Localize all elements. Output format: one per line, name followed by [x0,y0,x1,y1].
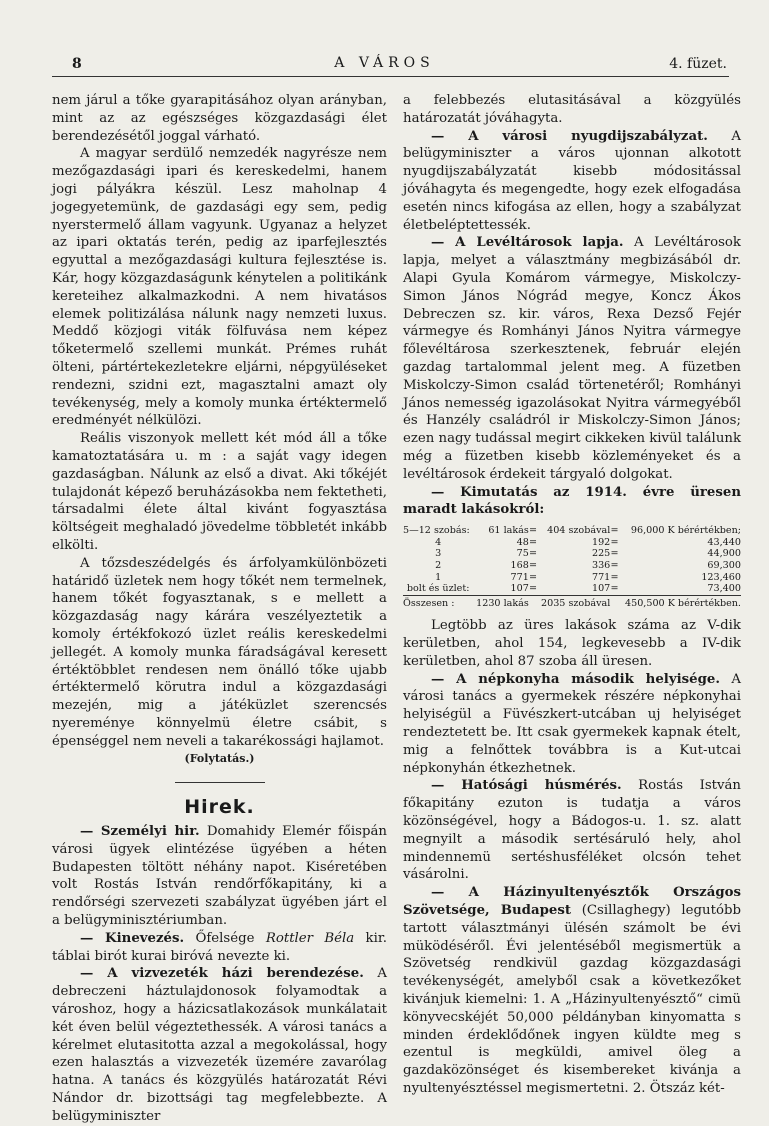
table-row [403,537,741,549]
equals-sign: = [610,536,619,548]
rent-value: 43,440 [707,536,741,548]
news-item [52,930,387,966]
news-section-title: Hirek. [184,796,255,819]
header-rule [52,76,729,77]
equals-sign: = [529,536,538,548]
news-item-headline: — A Levéltárosok lapja. [431,235,624,251]
issue-number: 4. füzet. [669,56,727,72]
rent-value: 450,500 K bérértékben. [619,595,741,609]
table-total-row [403,595,741,609]
rent-value: 69,300 [707,559,741,571]
article-paragraph: A tőzsdeszédelgés és árfolyamkülönbözeti határidő üzletek nem hogy tőkét nem termelnek, hanem tőkét fogyasztanak, s e mellett a közgazdaság nagy kárára veszélyeztetik a komoly értékfokozó üzlet reális kereskedelmi jellegét. A komoly munka fáradságával keresett értéktöbblet rendesen nem önálló tőke ujabb értéktermelő körutra indul a közgazdasági mezején, mig a játéküzlet szerencsés nyereménye könnyelmü életre csábit, s épenséggel nem neveli a takarékossági hajlamot. [52,555,387,749]
left-column [52,92,387,1126]
rent-value: 44,900 [707,548,741,560]
news-item-headline: — A városi nyugdijszabályzat. [431,128,708,144]
news-item-headline: — A vizvezeték házi berendezése. [80,966,364,982]
flats-count: 1230 lakás [473,595,529,609]
news-item-headline: — Kimutatás az 1914. évre üresen maradt lakásokról: [403,484,741,518]
equals-sign: = [610,559,619,571]
article-paragraph: nem járul a tőke gyarapitásához olyan arányban, mint az az egészséges közgazdasági élet berendezésétől joggal várható. [52,93,387,144]
row-label: 2 [435,559,442,571]
news-item-text: A Levéltárosok lapja, melyet a választmány megbizásából dr. Alapi Gyula Komárom vármegye, Miskolczy-Simon János Nógrád megye, Koncz Ákos Debreczen sz. kir. város, Rexa Dezső Fejér vármegye és Romhányi János Nyitra vármegye főlevéltárosa szerkesztenek, február elején gazdag tartalommal jelent meg. A füzetben Miskolczy-Simon család törtenetéről; Romhányi János nemesség igazolásokat Nyitra vármegyéből és Hanzély családról ir Miskolczy-Simon János; ezen nagy tudással megirt cikkeken kivül találunk még a füzetben kisebb közleményeket és a levéltárosok érdekeit tárgyaló dolgokat. [403,235,741,482]
equals-sign: = [610,548,619,560]
table-row [403,525,741,537]
news-item [403,884,741,1098]
rooms-count: 2035 szobával [537,595,610,609]
news-item-continuation: a felebbezés elutasitásával a közgyülés határozatát jóváhagyta. [403,93,741,126]
news-item-text: Őfelsége [184,930,266,946]
news-item [403,777,741,884]
page-number: 8 [72,56,82,72]
news-item-text: Domahidy Elemér főispán városi ügyek elintézése ügyében a héten Budapesten töltött néhány napot. Kiséretében volt Rostás István rendőrfőkapitány, ki a rendőrségi szervezeti szabályzat ügyében járt el a belügyminisztériumban. [52,824,387,929]
news-item [52,823,387,930]
row-label: Összesen : [403,595,473,609]
flats-count: 771 [510,571,529,583]
spacer [529,595,537,609]
row-label: 1 [435,571,442,583]
rooms-count: 404 szobával [547,525,611,537]
news-item-text: A debreczeni háztulajdonosok folyamodtak a városhoz, hogy a házicsatlakozások munkálatait két éven belül végeztethessék. A városi tanács a kérelmet elutasitotta azzal a megokolással, hogy ezen halasztás a vizvezeték üzemére zavarólag hatna. A tanács és közgyülés határozatát Révi Nándor dr. bizottsági tag megfelebbezte. A belügyminiszter [52,966,387,1124]
table-row [403,560,741,572]
news-item [403,128,741,235]
vacant-flats-table [403,525,741,609]
news-item-headline: — A Házinyultenyésztők Országos Szövetsége, Budapest [403,885,741,919]
equals-sign: = [529,559,538,571]
equals-sign: = [610,525,619,537]
rooms-count: 771 [591,571,611,583]
flats-count: 48 [516,536,529,548]
article-paragraph: A magyar serdülő nemzedék nagyrésze nem mezőgazdasági ipari és kereskedelmi, hanem jogi pályákra készül. Lesz maholnap 4 jogegyetemünk, de gazdasági egy sem, pedig nyerstermelő állam vagyunk. Ugyanaz a helyzet az ipari oktatás terén, pedig az iparfejlesztés egyuttal a mezőgazdasági kultura fejlesztése is. Kár, hogy közgazdaságunk kénytelen a politikánk kereteihez alkalmazkodni. A nem hivatásos elemek politizálása nálunk nagy nemzeti luxus. Meddő közjogi viták fölfuvása nem képez tőketermelő szellemi munkát. Prémes ruhát ölteni, pártértekezletekre eljárni, népgyüléseket rendezni, szidni ezt, magasztalni amazt oly tevékenység, mely a komoly munka értéktermelő eredményét nélkülözi. [52,146,387,429]
rooms-count: 225 [591,548,611,560]
publication-title: A VÁROS [334,55,435,71]
news-item-text: Legtöbb az üres lakások száma az V-dik kerületben, ahol 154, legkevesebb a IV-dik kerületben, ahol 87 szoba áll üresen. [403,618,741,669]
spacer [610,595,618,609]
news-item-text: A belügyminiszter a város ujonnan alkotott nyugdijszabályzatát kisebb módositással jóváhagyta és megengedte, hogy ezek elfogadása esetén nincs kifogása az ellen, hogy a szabályzat életbeléptettessék. [403,128,741,233]
news-item [403,234,741,483]
news-item-headline: — Kinevezés. [80,930,185,946]
person-name: Rottler Béla [265,930,355,946]
news-item-headline: — A népkonyha második helyisége. [431,671,720,687]
news-item-text: (Csillaghegy) legutóbb tartott választmányi ülésén számolt be évi müködéséről. Évi jelentéséből megismertük a Szövetség rendkivül gazdag közgazdasági tevékenységét, amelyből csak a következőket kivánjuk kiemelni: 1. A „Házinyultenyésztő“ cimü könyvecskéjét 50,000 példányban kinyomatta s minden érdeklődőnek ingyen küldte meg s ezentul is megküldi, amivel öleg a gazdaközönséget és kisembereket kivánja a nyultenyésztéssel megismertetni. 2. Ötszáz két- [403,903,741,1096]
equals-sign: = [610,571,619,583]
table-row [403,572,741,584]
table-row [403,583,741,595]
continued-note: (Folytatás.) [184,752,255,766]
right-column [403,92,741,1098]
news-item-headline: — Hatósági húsmérés. [431,778,622,794]
flats-count: 61 lakás [488,525,529,537]
rent-value: 73,400 [707,583,741,595]
flats-count: 168 [510,559,529,571]
section-divider [175,782,265,783]
rooms-count: 107 [591,583,611,595]
equals-sign: = [529,571,538,583]
article-paragraph: Reális viszonyok mellett két mód áll a tőke kamatoztatására u. m : a saját vagy idegen gazdaságban. Nálunk az első a divat. Aki tőkéjét tulajdonát képező beruházásokba nem fektetheti, társadalmi élete által kivánt fogyasztása költségeit meghaladó jövedelme többletét inkább elkölti. [52,431,387,553]
table-row [403,548,741,560]
row-label: 4 [435,536,442,548]
news-item [403,484,741,520]
news-item [52,965,387,1125]
row-label: 5—12 szobás: [403,525,470,537]
rent-value: 123,460 [701,571,741,583]
equals-sign: = [529,548,538,560]
news-item-text: kir. táblai birót kurai biróvá nevezte ki. [52,930,387,964]
equals-sign: = [529,525,538,537]
news-item [403,671,741,778]
flats-count: 107 [510,583,529,595]
rent-value: 96,000 K bérértékben; [630,525,741,537]
rooms-count: 192 [591,536,611,548]
equals-sign: = [529,583,538,595]
news-item-headline: — Személyi hir. [80,824,200,840]
rooms-count: 336 [591,559,611,571]
flats-count: 75 [516,548,529,560]
row-label: 3 [435,548,442,560]
equals-sign: = [610,583,619,595]
news-item-text: A városi tanács a gyermekek részére népkonyhai helyiségül a Füvészkert-utcában uj helyiséget rendeztetett be. Itt csak gyermekek kapnak ételt, mig a felnőttek továbbra is a Kut-utcai népkonyhán étkezhetnek. [403,671,741,776]
news-item-text: Rostás István főkapitány ezuton is tudatja a város közönségével, hogy a Bádogos-u. 1. sz. alatt megnyilt a második sertésáruló hely, ahol mindennemü sertéshusféléket olcsón tehet vásárolni. [403,778,741,883]
row-label: bolt és üzlet: [406,583,470,595]
